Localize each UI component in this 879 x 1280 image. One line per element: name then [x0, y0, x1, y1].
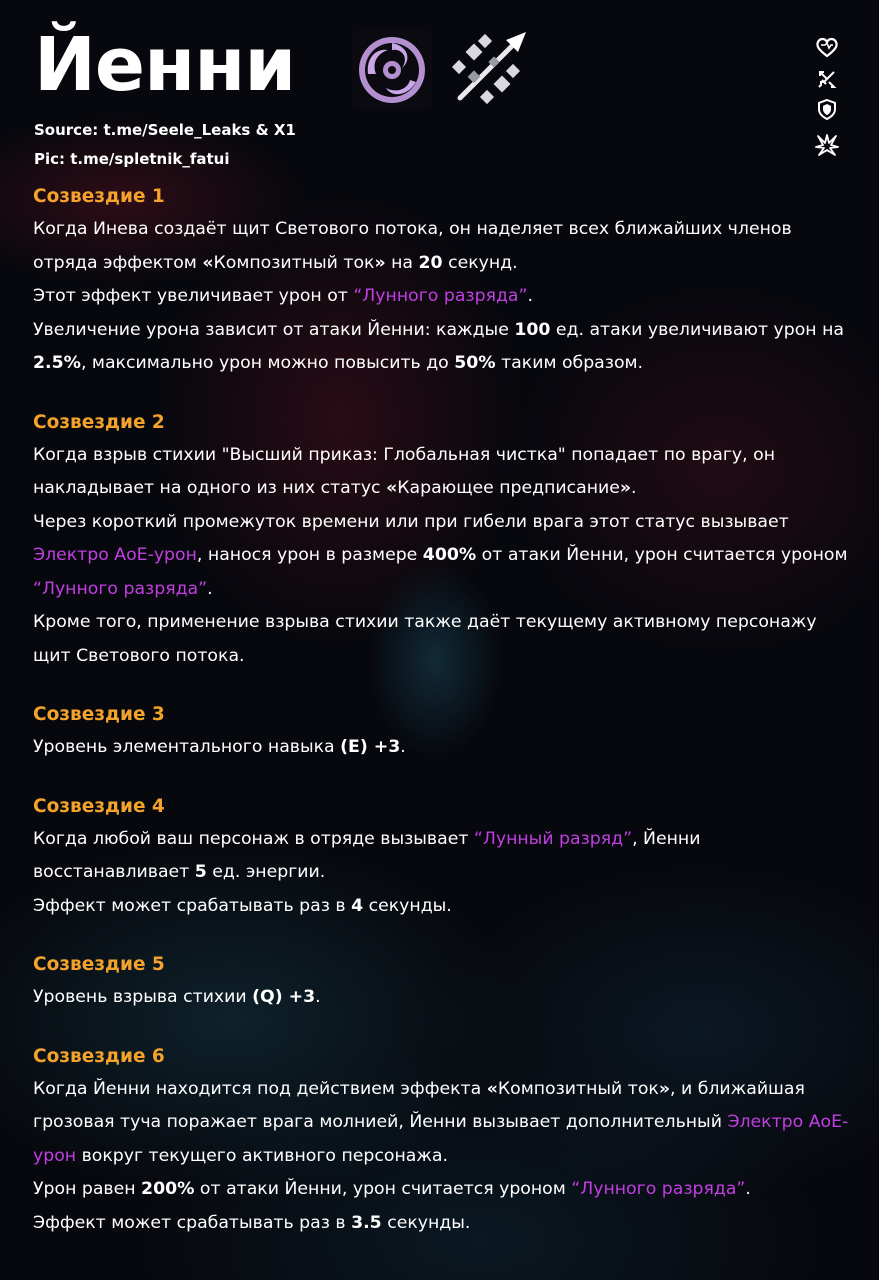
constellations-list — [33, 181, 859, 1240]
text-run: Когда взрыв стихии "Высший приказ: Глобальная чистка" попадает по врагу, он накладывает на одного из них статус — [33, 444, 776, 498]
text-run: ед. атаки увеличивают урон на — [550, 319, 844, 340]
highlight-term: Электро АоЕ-урон — [33, 545, 197, 565]
constellation-section — [33, 699, 859, 765]
highlight-term: “Лунного разряда” — [33, 578, 208, 599]
constellation-paragraph — [33, 1073, 859, 1174]
constellation-section — [33, 949, 859, 1015]
character-name-title: Йенни — [34, 22, 296, 108]
text-run: Уровень взрыва стихии — [33, 987, 253, 1007]
text-run: , максимально урон можно повысить до — [80, 353, 455, 373]
highlight-term: “Лунный разряд” — [473, 828, 633, 849]
pic-credit: Pic: t.me/spletnik_fatui — [34, 150, 230, 168]
text-run: от атаки Йенни, урон считается уроном — [476, 545, 848, 565]
constellation-paragraph — [33, 439, 859, 506]
text-run: от атаки Йенни, урон считается уроном — [194, 1179, 572, 1199]
polearm-weapon-icon — [446, 28, 530, 112]
constellation-section — [33, 407, 859, 674]
text-run: секунды. — [363, 895, 452, 916]
constellation-heading: Созвездие 6 — [33, 1045, 165, 1067]
bold-value: (E) +3 — [340, 737, 401, 757]
def-shield-icon — [815, 98, 839, 120]
text-run: Через короткий промежуток времени или при гибели врага этот статус вызывает — [33, 511, 789, 532]
bold-value: « — [386, 478, 398, 498]
highlight-term: “Лунного разряда” — [571, 1179, 746, 1199]
text-run: вокруг текущего активного персонажа. — [76, 1145, 448, 1166]
constellation-heading: Созвездие 1 — [33, 186, 165, 207]
bold-value: » — [658, 1078, 671, 1099]
text-run: Урон равен — [33, 1179, 142, 1199]
constellation-section — [33, 181, 859, 381]
text-run: Когда любой ваш персонаж в отряде вызывает — [33, 828, 474, 849]
constellation-paragraph — [33, 981, 859, 1015]
text-run: ед. энергии. — [206, 862, 326, 882]
highlight-term: “Лунного разряда” — [353, 286, 528, 306]
source-credit: Source: t.me/Seele_Leaks & X1 — [34, 121, 296, 139]
text-run: Композитный ток — [213, 252, 375, 273]
text-run: Эффект может срабатывать раз в — [33, 1212, 352, 1233]
constellation-heading: Созвездие 2 — [33, 411, 165, 433]
text-run: . — [207, 578, 213, 599]
constellation-paragraph — [33, 606, 859, 673]
text-run: на — [385, 252, 419, 273]
text-run: секунды. — [381, 1212, 471, 1233]
bold-value: 5 — [194, 862, 207, 882]
hp-heart-icon — [815, 36, 839, 58]
bold-value: « — [202, 252, 214, 273]
text-run: Когда Йенни находится под действием эффекта — [33, 1078, 487, 1099]
text-run: Эффект может срабатывать раз в — [33, 895, 352, 916]
constellation-heading: Созвездие 3 — [33, 704, 165, 725]
crit-star-icon — [815, 134, 839, 156]
bold-value: 3.5 — [351, 1212, 382, 1233]
atk-sword-icon — [815, 68, 839, 90]
bold-value: 100 — [514, 319, 551, 340]
electro-element-emblem-icon — [352, 30, 432, 110]
constellation-paragraph — [33, 731, 859, 765]
text-run: . — [400, 737, 406, 757]
bold-value: « — [486, 1078, 498, 1099]
constellation-heading: Созвездие 4 — [33, 795, 165, 817]
bold-value: » — [619, 478, 632, 498]
text-run: . — [315, 987, 321, 1007]
text-run: . — [631, 478, 637, 498]
bold-value: » — [374, 252, 386, 273]
text-run: , и ближайшая грозовая туча поражает врага молнией, Йенни вызывает дополнительный — [33, 1078, 805, 1132]
constellation-section — [33, 1041, 859, 1241]
bold-value: 400% — [422, 545, 477, 565]
constellation-paragraph — [33, 823, 859, 890]
text-run: Этот эффект увеличивает урон от — [33, 286, 354, 306]
bold-value: (Q) +3 — [252, 987, 316, 1007]
constellation-paragraph — [33, 314, 859, 381]
constellation-heading: Созвездие 5 — [33, 954, 165, 975]
text-run: Уровень элементального навыка — [33, 737, 341, 757]
text-run: таким образом. — [495, 353, 644, 373]
text-run: , нанося урон в размере — [196, 545, 423, 565]
text-run: . — [527, 286, 533, 306]
bold-value: 20 — [418, 252, 443, 273]
constellation-paragraph — [33, 506, 859, 607]
constellation-paragraph — [33, 1207, 859, 1241]
constellation-paragraph — [33, 1173, 859, 1207]
constellation-section — [33, 791, 859, 924]
text-run: секунд. — [442, 252, 518, 273]
text-run: , Йенни восстанавливает — [33, 828, 701, 882]
highlight-term: Электро АоЕ-урон — [33, 1112, 849, 1166]
text-run: Композитный ток — [497, 1078, 659, 1099]
text-run: . — [745, 1179, 751, 1199]
bold-value: 2.5% — [33, 353, 81, 373]
text-run: Когда Инева создаёт щит Светового потока, он наделяет всех ближайших членов отряда эффектом — [33, 219, 792, 273]
text-run: Увеличение урона зависит от атаки Йенни: каждые — [33, 319, 515, 340]
constellation-paragraph — [33, 890, 859, 924]
text-run: Кроме того, применение взрыва стихии также даёт текущему активному персонажу щит Светового потока. — [33, 612, 817, 666]
bold-value: 50% — [454, 353, 496, 373]
constellation-paragraph — [33, 280, 859, 314]
bold-value: 4 — [351, 895, 364, 916]
text-run: Карающее предписание — [397, 478, 620, 498]
constellation-paragraph — [33, 213, 859, 280]
bold-value: 200% — [141, 1179, 195, 1199]
